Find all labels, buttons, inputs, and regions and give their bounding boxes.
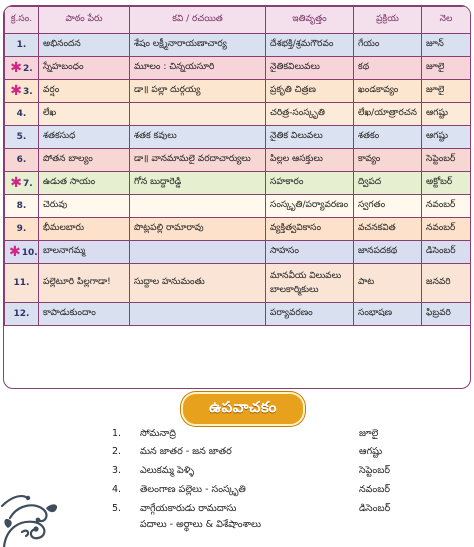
item-month: ఆగష్టు <box>359 446 383 457</box>
form: జానపదకథ <box>354 241 422 264</box>
item-number: 5. <box>112 503 122 514</box>
row-number: 4. <box>5 103 39 126</box>
table-row <box>5 172 471 195</box>
item-number: 2. <box>112 446 122 457</box>
form: గేయం <box>354 34 422 57</box>
month: అక్టోబర్ <box>422 172 471 195</box>
form: సంభాషణ <box>354 303 422 326</box>
theme-line-1: మానవీయ విలువలు <box>270 271 342 281</box>
month: జూన్ <box>422 34 471 57</box>
item-title: మన జాతర - జన జాతర <box>140 446 232 457</box>
theme: సాహసం <box>266 241 354 264</box>
list-item <box>0 463 474 479</box>
item-title: ఎలుకమ్మ పెళ్ళి <box>140 465 195 476</box>
lesson-name: అభినందన <box>39 34 130 57</box>
month: జూలై <box>422 80 471 103</box>
item-title: తెలంగాణ పల్లెలు - సంస్కృతి <box>140 484 246 495</box>
row-number: 6. <box>5 149 39 172</box>
table-row <box>5 149 471 172</box>
poet-name: గోన బుద్దారెడ్డి <box>130 172 266 195</box>
form: పాట <box>354 264 422 303</box>
supplementary-reader-banner <box>181 392 305 426</box>
month: సెప్టెంబర్ <box>422 149 471 172</box>
row-number: 5. <box>5 126 39 149</box>
list-item <box>0 501 474 517</box>
theme <box>266 264 354 303</box>
lesson-name: స్నేహబంధం <box>39 57 130 80</box>
table-row <box>5 126 471 149</box>
month: నవంబర్ <box>422 195 471 218</box>
month: జనవరి <box>422 264 471 303</box>
theme: పిల్లల ఆసక్తులు <box>266 149 354 172</box>
lesson-name: చెరువు <box>39 195 130 218</box>
item-number: 3. <box>112 465 122 476</box>
list-item-footer <box>0 517 474 533</box>
table-row <box>5 57 471 80</box>
form: ఖండకావ్యం <box>354 80 422 103</box>
row-number: ✱7. <box>5 172 39 195</box>
theme: సహకారం <box>266 172 354 195</box>
row-number: 9. <box>5 218 39 241</box>
form: ద్విపద <box>354 172 422 195</box>
row-number: 12. <box>5 303 39 326</box>
list-item <box>0 426 474 442</box>
form: కథ <box>354 57 422 80</box>
item-month: డిసెంబర్ <box>359 503 391 514</box>
theme: నైతిక విలువలు <box>266 126 354 149</box>
theme: వ్యక్తిత్వవికాసం <box>266 218 354 241</box>
month: డిసెంబర్ <box>422 241 471 264</box>
syllabus-table <box>4 6 471 326</box>
row-number: ✱10. <box>5 241 39 264</box>
footer-text: పదాలు - అర్థాలు & విశేషాంశాలు <box>140 519 261 530</box>
form: వచనకవిత <box>354 218 422 241</box>
month: ఆగష్టు <box>422 103 471 126</box>
month: జూలై <box>422 57 471 80</box>
swirl-ornament <box>0 468 70 547</box>
table-row <box>5 195 471 218</box>
poet-name <box>130 303 266 326</box>
item-month: జూలై <box>359 428 379 439</box>
poet-name: శేషం లక్ష్మీనారాయణాచార్య <box>130 34 266 57</box>
table-row <box>5 103 471 126</box>
list-item <box>0 482 474 498</box>
table-row <box>5 264 471 303</box>
poet-name: డా॥ పల్లా దుర్గయ్య <box>130 80 266 103</box>
item-month: సెప్టెంబర్ <box>359 465 390 476</box>
row-number: 8. <box>5 195 39 218</box>
row-number: ✱2. <box>5 57 39 80</box>
theme: సంస్కృతి/పర్యావరణం <box>266 195 354 218</box>
poet-name: శతక కవులు <box>130 126 266 149</box>
star-icon: ✱ <box>10 83 23 99</box>
theme: పర్యావరణం <box>266 303 354 326</box>
header-theme: ఇతివృత్తం <box>266 7 354 34</box>
month: ఫిబ్రవరి <box>422 303 471 326</box>
item-title: వాగ్గేయకారుడు రామదాసు <box>140 503 237 514</box>
item-number: 4. <box>112 484 122 495</box>
supplementary-title: ఉపవాచకం <box>209 398 277 416</box>
theme-line-2: బాలకార్మికులు <box>270 285 319 295</box>
syllabus-table-frame <box>3 5 471 389</box>
table-row <box>5 241 471 264</box>
poet-name: డా॥ వానమామలై వరదాచార్యులు <box>130 149 266 172</box>
poet-name: మూలం : చిన్నయసూరి <box>130 57 266 80</box>
row-number: 11. <box>5 264 39 303</box>
theme: దేశభక్తి/శ్రమగౌరవం <box>266 34 354 57</box>
header-poet: కవి / రచయిత <box>130 7 266 34</box>
header-month: నెల <box>422 7 471 34</box>
form: కావ్యం <box>354 149 422 172</box>
item-title: సోమనాద్రి <box>140 428 177 439</box>
poet-name <box>130 195 266 218</box>
header-serial: క్ర.సం. <box>5 7 39 34</box>
lesson-name: పల్లెటూరి పిల్లగాడా! <box>39 264 130 303</box>
poet-name: పొట్లపల్లి రామారావు <box>130 218 266 241</box>
row-number: 1. <box>5 34 39 57</box>
table-row <box>5 218 471 241</box>
form: లేఖ/యాత్రారచన <box>354 103 422 126</box>
lesson-name: వర్షం <box>39 80 130 103</box>
star-icon: ✱ <box>9 244 21 260</box>
row-number: ✱3. <box>5 80 39 103</box>
lesson-name: బాలనాగమ్మ <box>39 241 130 264</box>
item-month: నవంబర్ <box>359 484 390 495</box>
lesson-name: భీమలబారు <box>39 218 130 241</box>
theme: ప్రకృతి చిత్రణ <box>266 80 354 103</box>
table-row <box>5 34 471 57</box>
poet-name: సుద్దాల హనుమంతు <box>130 264 266 303</box>
table-header-row <box>5 7 471 34</box>
header-lesson: పాఠం పేరు <box>39 7 130 34</box>
table-row <box>5 303 471 326</box>
lesson-name: కాపాడుకుందాం <box>39 303 130 326</box>
header-form: ప్రక్రియ <box>354 7 422 34</box>
form: స్వగతం <box>354 195 422 218</box>
theme: చరిత్ర-సంస్కృతి <box>266 103 354 126</box>
lesson-name: పోతన బాల్యం <box>39 149 130 172</box>
poet-name <box>130 103 266 126</box>
list-item <box>0 444 474 460</box>
poet-name <box>130 241 266 264</box>
lesson-name: ఉడుత సాయం <box>39 172 130 195</box>
star-icon: ✱ <box>10 60 23 76</box>
theme: నైతికవిలువలు <box>266 57 354 80</box>
month: నవంబర్ <box>422 218 471 241</box>
star-icon: ✱ <box>10 175 23 191</box>
table-row <box>5 80 471 103</box>
lesson-name: శతకసుధ <box>39 126 130 149</box>
month: ఆగష్టు <box>422 126 471 149</box>
lesson-name: లేఖ <box>39 103 130 126</box>
form: శతకం <box>354 126 422 149</box>
item-number: 1. <box>112 428 122 439</box>
